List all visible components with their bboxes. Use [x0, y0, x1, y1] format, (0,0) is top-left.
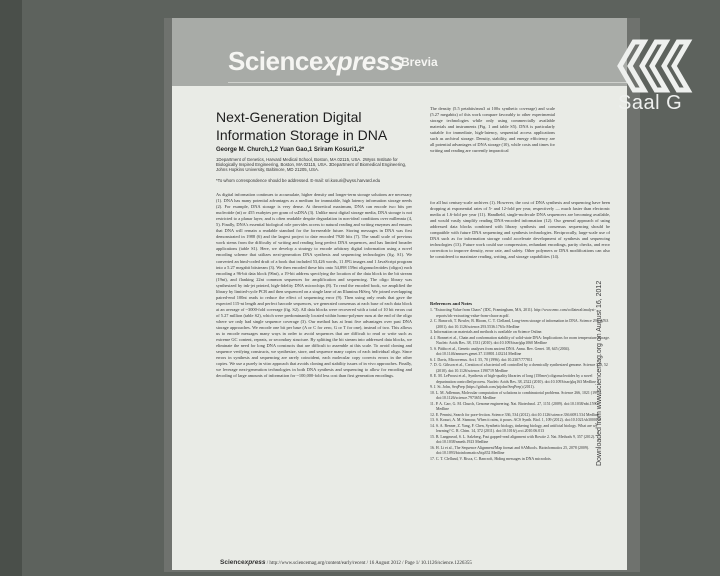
reference-item: 11. P. A. Carr, G. M. Church, Genome engineering. Nat. Biotechnol. 27, 1151 (2009). doi:10.1038/nbt.1590 Medline [430, 401, 598, 411]
article-authors: George M. Church,1,2 Yuan Gao,1 Sriram Kosuri1,2* [216, 147, 365, 153]
reference-item: 13. S. Kosuri, A. M. Sismour, When it rains, it pours. ACS Synth. Biol. 1, 109 (2012). doi:10.1021/sb300019t [430, 418, 601, 422]
section-label: Brevia [401, 55, 438, 69]
correspondence-note: *To whom correspondence should be addressed. E-mail: sri.kosuri@wyss.harvard.edu [216, 178, 381, 183]
reference-item: 1. "Extracting Value from Chaos" (IDC, Framingham, MA, 2011). http://www.emc.com/collateral/analyst-reports/idc-extracting-value-from-chaos-ar.pdf. [430, 308, 596, 318]
download-watermark [596, 236, 614, 466]
download-note: Downloaded from www.sciencemag.org on August 16, 2012 [596, 280, 603, 466]
reference-item: 9. J. St. John, SeqPrep (https://github.com/jstjohn/SeqPrep) (2011). [430, 385, 535, 389]
reference-item: 17. C. T. Clelland, V. Risca, C. Bancroft, Hiding messages in DNA microdots. [430, 456, 552, 461]
reference-item: 15. B. Langmead, S. L. Salzberg, Fast gapped-read alignment with Bowtie 2. Nat. Methods 9, 357 (2012). doi:10.1038/nmeth.1923 Medline [430, 434, 596, 444]
page-footer [220, 559, 600, 566]
article-title: Next-Generation Digital Information Storage in DNA [216, 109, 388, 143]
left-column-body: As digital information continues to accumulate, higher density and longer-term storage solutions are necessary (1). DNA has many potential advantages as a medium for immutable, high latency information storage needs (2). For example, DNA storage is very dense. At theoretical maximum, DNA can encode two bits per nucleotide (nt) or 455 exabytes per gram of ssDNA (3). Unlike most digital storage media, DNA storage is not restricted to a planar layer, and is often readable despite degradation in non-ideal conditions over millennia (4, 5). Finally, DNA's essential biological role provides access to natural reading and writing enzymes and ensures that DNA will remain a readable standard for the foreseeable future. Storing messages in DNA was first demonstrated in 1988 (6) and the largest project to date encoded 7920 bits (7). The small scale of previous work stems from the difficulty of writing and reading long perfect DNA sequences, and has limited broader applications (table S1). Here, we develop a strategy to encode arbitrary digital information using a novel encoding scheme that utilizes next-generation DNA synthesis and sequencing technologies (fig. S1). We converted an html-coded draft of a book that included 53,426 words, 11 JPG images and 1 JavaScript program into a 5.27 megabit bitstream (3). We then encoded these bits onto 54,898 159nt oligonucleotides (oligos) each encoding a 96-bit data block (96nt), a 19-bit address specifying the location of the data block in the bit stream (19nt), and flanking 22nt common sequences for amplification and sequencing. The oligo library was synthesized by ink-jet printed, high-fidelity DNA microchips (8). To read the encoded book, we amplified the library by limited-cycle PCR and then sequenced on a single lane of an Illumina HiSeq. We joined overlapping paired-end 100nt reads to reduce the effect of sequencing error (9). Then using only reads that gave the expected 115-nt length and perfect barcode sequences, we generated consensus at each base of each data block at an average of ~3000-fold coverage (fig. S2). All data blocks were recovered with a total of 10 bit errors out of 5.27 million (table S2), which were predominantly located within homo-polymer runs at the end of the oligo where we only had single sequence coverage (3). Our method has at least five advantages over past DNA storage approaches. We encode one bit per base (A or C for zero, G or T for one), instead of two. This allows us to encode messages many ways in order to avoid sequences that are difficult to read or write such as extreme GC content, repeats, or secondary structure. By splitting the bit stream into addressed data blocks, we eliminate the need for long DNA constructs that are difficult to assemble at this scale. To avoid cloning and sequence verifying constructs, we synthesize, store, and sequence many copies of each individual oligo. Since errors in synthesis and sequencing are rarely coincident, each molecular copy corrects errors in the other copies. We use a purely in vitro approach that avoids cloning and stability issues of in vivo approaches. Finally, we leverage next-generation technologies in both DNA synthesis and sequencing to allow for encoding and decoding of large amounts of information for ~100,000-fold less cost than first generation encodings. [216, 192, 412, 379]
channel-logo-text: Saal G [618, 92, 683, 114]
right-column-body: for all but century-scale archives (1). However, the cost of DNA synthesis and sequencing have been dropping at exponential rates of 5- and 12-fold per year, respectively — much faster than electronic media at 1.6-fold per year (11). Handheld, single-molecule DNA sequencers are becoming available, and would vastly simplify reading DNA-encoded information (12). Our general approach of using addressed data blocks combined with library synthesis and consensus sequencing should be compatible with future DNA sequencing and synthesis technologies. Reciprocally, large-scale use of DNA such as for information storage could accelerate development of synthesis and sequencing technologies (13). Future work could use compression, redundant encodings, parity checks, and error correction to improve density, error rate, and safety. Other polymers or DNA modifications can also be considered to maximize reading, writing, and storage capabilities (14). [430, 200, 610, 260]
reference-item: 7. D. G. Gibson et al., Creation of a bacterial cell controlled by a chemically synthesized genome. Science 329, 52 (2010). doi:10.1126/science.1190719 Medline [430, 363, 608, 373]
masthead [172, 18, 627, 86]
journal-logo: Sciencexpress [228, 46, 404, 76]
references-heading: References and Notes [430, 301, 473, 306]
reference-item: 16. H. Li et al., The Sequence Alignment/Map format and SAMtools. Bioinformatics 25, 2078 (2009). doi:10.1093/bioinformatics/btp352 Medline [430, 445, 590, 455]
reference-item: 8. E. M. LeProust et al., Synthesis of high-quality libraries of long (150mer) oligonucleotides by a novel depurination controlled process. Nucleic Acids Res. 38, 2522 (2010). doi:10.1093/nar/gkq163 Medline [430, 374, 597, 384]
journal-page [172, 18, 627, 570]
article-affiliations: 1Department of Genetics, Harvard Medical School, Boston, MA 02115, USA. 2Wyss Institute for Biologically Inspired Engineering, Boston, MA 02115, USA. 3Department of Biomedical Engineering, Johns Hopkins University, Baltimore, MD 21205, USA. [216, 157, 407, 173]
reference-item: 10. L. M. Adleman, Molecular computation of solutions to combinatorial problems. Science 266, 1021 (1994). doi:10.1126/science.7973651 Medline [430, 390, 603, 400]
masthead-rule [228, 82, 627, 83]
reference-item: 2. C. Bancroft, T. Bowler, B. Bloom, C. T. Clelland, Long-term storage of information in DNA. Science 293, 1763 (2001). doi:10.1126/science.293.5536.1763c Medline [430, 319, 609, 329]
reference-item: 5. S. Pääbo et al., Genetic analyses from ancient DNA. Annu. Rev. Genet. 38, 645 (2004). doi:10.1146/annurev.genet.37.110801.143214 Medline [430, 346, 570, 356]
reference-item: 12. E. Pennisi, Search for pore-fection. Science 336, 534 (2012). doi:10.1126/science.336.6081.534 Medline [430, 412, 599, 417]
reference-item: 3. Information on materials and methods is available on Science Online. [430, 330, 543, 334]
reference-item: 4. J. Bonnet et al., Chain and conformation stability of solid-state DNA: Implications for room temperature storage. Nucleic Acids Res. 38, 1531 (2010). doi:10.1093/nar/gkp1060 Medline [430, 335, 610, 345]
reference-item: 14. S. A. Benner, Z. Yang, F. Chen, Synthetic biology, tinkering biology, and artificial biology. What are we learning? C. R. Chim. 14, 372 (2011). doi:10.1016/j.crci.2010.06.013 [430, 423, 598, 433]
footer-text: / http://www.sciencemag.org/content/early/recent / 16 August 2012 / Page 1/ 10.1126/science.1226355 [265, 561, 472, 566]
right-column-intro: The density (5.5 petabits/mm3 at 100x synthetic coverage) and scale (5.27 megabits) of this work compare favorably to other experimental storage technologies while only using commercially available materials and instruments (Fig. 1 and table S5). DNA is particularly suitable for immediate, high-latency, sequential access applications such as archival storage. Density, stability, and energy efficiency are all potential advantages of DNA storage (10), while costs and times for writing and reading are currently impractical [430, 106, 555, 154]
references-list [430, 308, 610, 550]
reference-item: 6. J. Davis, Microvenus. Art J. 55, 70 (1996). doi:10.2307/777811 [430, 357, 533, 362]
footer-logo: Sciencexpress [220, 559, 266, 566]
left-dark-band [0, 0, 22, 576]
